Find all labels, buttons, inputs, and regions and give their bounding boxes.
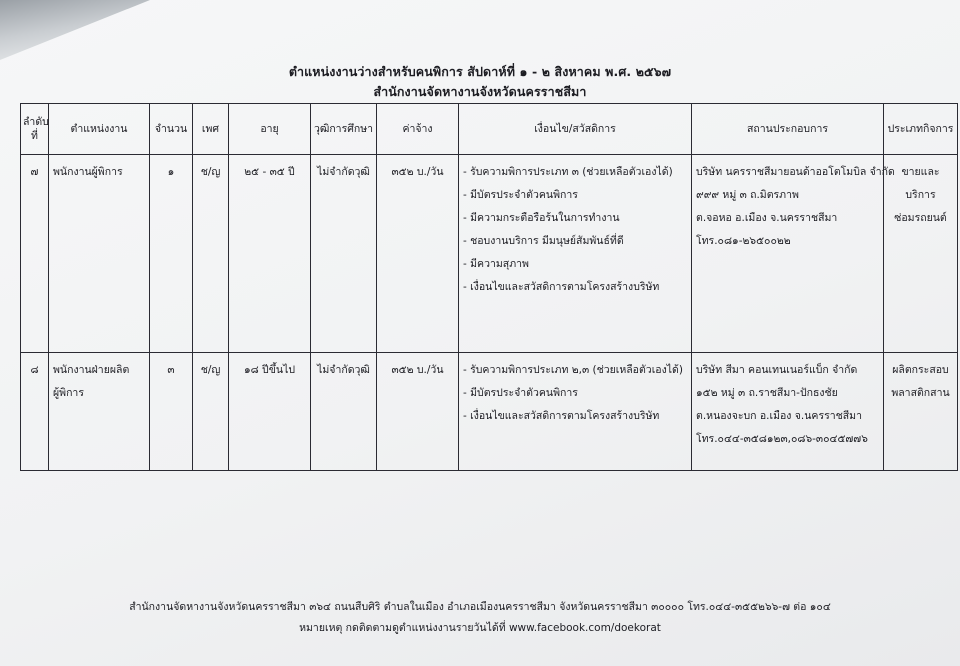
establishment-line: โทร.๐๘๑-๒๖๕๐๐๒๒ — [696, 235, 791, 247]
footer-note: หมายเหตุ กดติดตามดูตำแหน่งงานรายวันได้ที่ www.facebook.com/doekorat — [299, 622, 661, 634]
header-no-line2: ที่ — [31, 130, 38, 142]
condition-item: - มีบัตรประจำตัวคนพิการ — [463, 386, 578, 399]
condition-item: - รับความพิการประเภท ๓ (ช่วยเหลือตัวเองได้) — [463, 166, 673, 178]
row-position — [49, 352, 150, 470]
row-age: ๒๕ - ๓๕ ปี — [229, 155, 311, 353]
row-conditions — [459, 352, 692, 470]
job-vacancy-table — [20, 103, 958, 471]
header-position: ตำแหน่งงาน — [49, 104, 150, 155]
establishment-line: บริษัท สีมา คอนเทนเนอร์แบ็ก จำกัด — [696, 363, 858, 376]
row-establishment — [692, 352, 884, 470]
header-business-type: ประเภทกิจการ — [884, 104, 958, 155]
row-age: ๑๘ ปีขึ้นไป — [229, 352, 311, 470]
condition-item: - มีบัตรประจำตัวคนพิการ — [463, 189, 578, 201]
establishment-line: ต.จอหอ อ.เมือง จ.นครราชสีมา — [696, 212, 838, 224]
row-business-type — [884, 352, 958, 470]
table-row — [21, 155, 958, 353]
establishment-line: โทร.๐๔๔-๓๕๘๑๒๓,๐๘๖-๓๐๔๕๗๗๖ — [696, 432, 868, 445]
condition-item: - มีความสุภาพ — [463, 258, 529, 270]
condition-item: - รับความพิการประเภท ๒,๓ (ช่วยเหลือตัวเองได้) — [463, 363, 683, 376]
position-line: พนักงานฝ่ายผลิต — [53, 363, 130, 376]
table-header-row — [21, 104, 958, 155]
condition-item: - ชอบงานบริการ มีมนุษย์สัมพันธ์ที่ดี — [463, 235, 624, 247]
establishment-line: ต.หนองจะบก อ.เมือง จ.นครราชสีมา — [696, 409, 862, 422]
row-sex: ช/ญ — [193, 155, 229, 353]
establishment-line: ๙๙๙ หมู่ ๓ ถ.มิตรภาพ — [696, 189, 799, 201]
footer-address: สำนักงานจัดหางานจังหวัดนครราชสีมา ๓๖๔ ถนนสืบศิริ ตำบลในเมือง อำเภอเมืองนครราชสีมา จังหวัดนครราชสีมา ๓๐๐๐๐ โทร.๐๔๔-๓๕๕๒๖๖-๗ ต่อ ๑๐๔ — [129, 601, 831, 613]
office-name: สำนักงานจัดหางานจังหวัดนครราชสีมา — [373, 84, 587, 99]
row-position: พนักงานผู้พิการ — [49, 155, 150, 353]
row-conditions — [459, 155, 692, 353]
business-type-line: ผลิตกระสอบ — [892, 363, 949, 376]
business-type-line: ซ่อมรถยนต์ — [894, 212, 947, 224]
header-age: อายุ — [229, 104, 311, 155]
row-sex: ช/ญ — [193, 352, 229, 470]
header-wage: ค่าจ้าง — [377, 104, 459, 155]
business-type-line: พลาสติกสาน — [891, 386, 950, 399]
row-education: ไม่จำกัดวุฒิ — [311, 155, 377, 353]
row-no: ๗ — [21, 155, 49, 353]
page-fold-shadow — [0, 0, 150, 60]
row-wage: ๓๕๒ บ./วัน — [377, 352, 459, 470]
row-establishment — [692, 155, 895, 353]
row-quantity: ๓ — [150, 352, 193, 470]
header-education: วุฒิการศึกษา — [311, 104, 377, 155]
header-sex: เพศ — [193, 104, 229, 155]
header-no — [21, 104, 49, 155]
condition-item: - เงื่อนไขและสวัสดิการตามโครงสร้างบริษัท — [463, 409, 660, 422]
document-title: ตำแหน่งงานว่างสำหรับคนพิการ สัปดาห์ที่ ๑ - ๒ สิงหาคม พ.ศ. ๒๕๖๗ — [288, 64, 672, 79]
establishment-line: บริษัท นครราชสีมายอนด้าออโตโมบิล จำกัด — [696, 166, 895, 178]
header-conditions: เงื่อนไข/สวัสดิการ — [459, 104, 692, 155]
table-row — [21, 352, 958, 470]
row-quantity: ๑ — [150, 155, 193, 353]
row-no: ๘ — [21, 352, 49, 470]
header-quantity: จำนวน — [150, 104, 193, 155]
business-type-line: ขายและบริการ — [901, 166, 940, 201]
row-wage: ๓๕๒ บ./วัน — [377, 155, 459, 353]
condition-item: - มีความกระตือรือร้นในการทำงาน — [463, 212, 620, 224]
row-education: ไม่จำกัดวุฒิ — [311, 352, 377, 470]
header-no-line1: ลำดับ — [23, 116, 49, 128]
row-business-type — [884, 155, 958, 353]
establishment-line: ๑๕๒ หมู่ ๓ ถ.ราชสีมา-ปักธงชัย — [696, 386, 838, 399]
condition-item: - เงื่อนไขและสวัสดิการตามโครงสร้างบริษัท — [463, 281, 660, 293]
header-establishment: สถานประกอบการ — [692, 104, 884, 155]
position-line: ผู้พิการ — [53, 386, 84, 399]
